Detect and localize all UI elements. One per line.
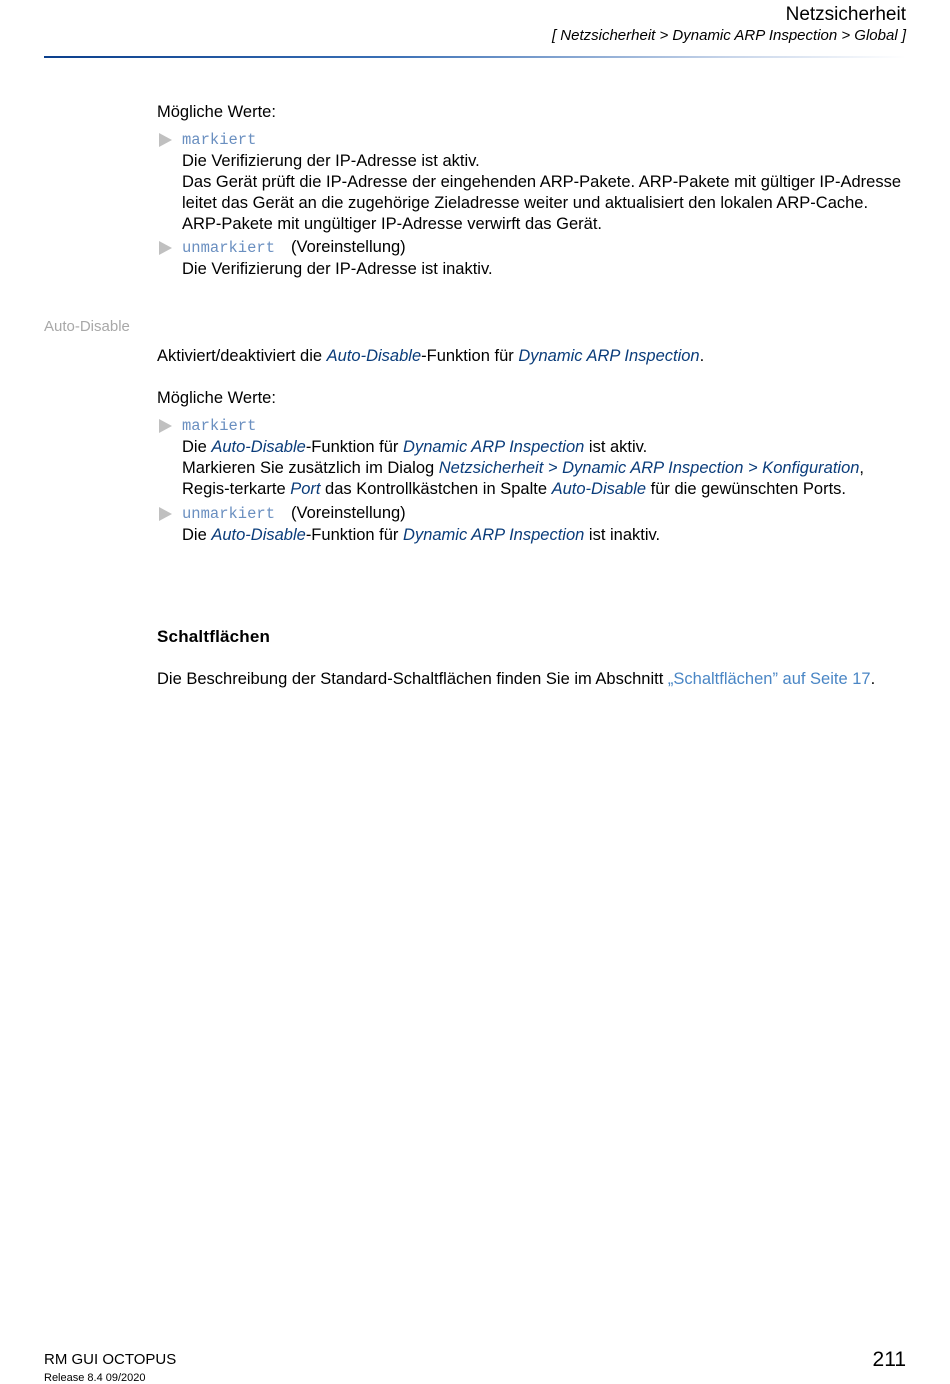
- ref-link[interactable]: Dynamic ARP Inspection: [518, 347, 700, 365]
- ref-link[interactable]: Auto-Disable: [326, 347, 422, 365]
- page-section-title: Netzsicherheit: [785, 4, 906, 25]
- ref-link[interactable]: Auto-Disable: [211, 438, 306, 456]
- bullet-triangle-icon: [159, 419, 172, 433]
- list-item: [157, 415, 907, 500]
- value-description: Die Verifizierung der IP-Adresse ist inaktiv.: [182, 260, 493, 278]
- header-divider: [44, 56, 906, 58]
- bullet-triangle-icon: [159, 133, 172, 147]
- page-number: 211: [872, 1348, 906, 1371]
- default-note: (Voreinstellung): [291, 504, 406, 522]
- value-description: Die Auto-Disable-Funktion für Dynamic ARP Inspection ist inaktiv.: [182, 526, 661, 544]
- possible-values-label: Mögliche Werte:: [157, 103, 276, 121]
- ref-link[interactable]: Auto-Disable: [211, 526, 306, 544]
- value-description: Die Verifizierung der IP-Adresse ist aktiv.: [182, 152, 480, 170]
- ref-link[interactable]: Dynamic ARP Inspection: [403, 526, 585, 544]
- default-note: (Voreinstellung): [291, 238, 406, 256]
- buttons-description: Die Beschreibung der Standard-Schaltflächen finden Sie im Abschnitt „Schaltflächen” auf Seite 17.: [157, 670, 876, 688]
- parameter-description: Aktiviert/deaktiviert die Auto-Disable-Funktion für Dynamic ARP Inspection.: [157, 347, 705, 365]
- ref-link[interactable]: Dynamic ARP Inspection: [403, 438, 585, 456]
- section-heading: Schaltflächen: [157, 627, 271, 646]
- release-info: Release 8.4 09/2020: [44, 1372, 146, 1384]
- value-code: unmarkiert: [182, 505, 276, 523]
- bullet-triangle-icon: [159, 507, 172, 521]
- ref-link[interactable]: Auto-Disable: [551, 480, 647, 498]
- ref-link[interactable]: Port: [290, 480, 321, 498]
- list-item: [157, 503, 907, 546]
- list-item: [157, 129, 907, 235]
- breadcrumb: [ Netzsicherheit > Dynamic ARP Inspection > Global ]: [551, 27, 906, 44]
- value-code: markiert: [182, 417, 257, 435]
- value-details: Das Gerät prüft die IP-Adresse der eingehenden ARP-Pakete. ARP-Pakete mit gültiger IP-Adresse leitet das Gerät an die zugehörige Zieladresse weiter und aktualisiert den lokalen ARP-Cache. ARP-Pakete mit ungültiger IP-Adresse verwirft das Gerät.: [182, 173, 902, 233]
- document-name: RM GUI OCTOPUS: [44, 1351, 177, 1368]
- parameter-label: Auto-Disable: [44, 318, 130, 335]
- list-item: [157, 237, 907, 280]
- value-code: unmarkiert: [182, 239, 276, 257]
- value-details: Markieren Sie zusätzlich im Dialog Netzsicherheit > Dynamic ARP Inspection > Konfiguration, Regis-terkarte Port das Kontrollkästchen in Spalte Auto-Disable für die gewünschten Ports.: [182, 459, 865, 498]
- ref-link[interactable]: Netzsicherheit > Dynamic ARP Inspection > Konfiguration: [438, 459, 860, 477]
- value-code: markiert: [182, 131, 257, 149]
- value-description: Die Auto-Disable-Funktion für Dynamic ARP Inspection ist aktiv.: [182, 438, 648, 456]
- page-reference-link[interactable]: „Schaltflächen” auf Seite 17: [667, 670, 871, 688]
- possible-values-label: Mögliche Werte:: [157, 389, 276, 407]
- bullet-triangle-icon: [159, 241, 172, 255]
